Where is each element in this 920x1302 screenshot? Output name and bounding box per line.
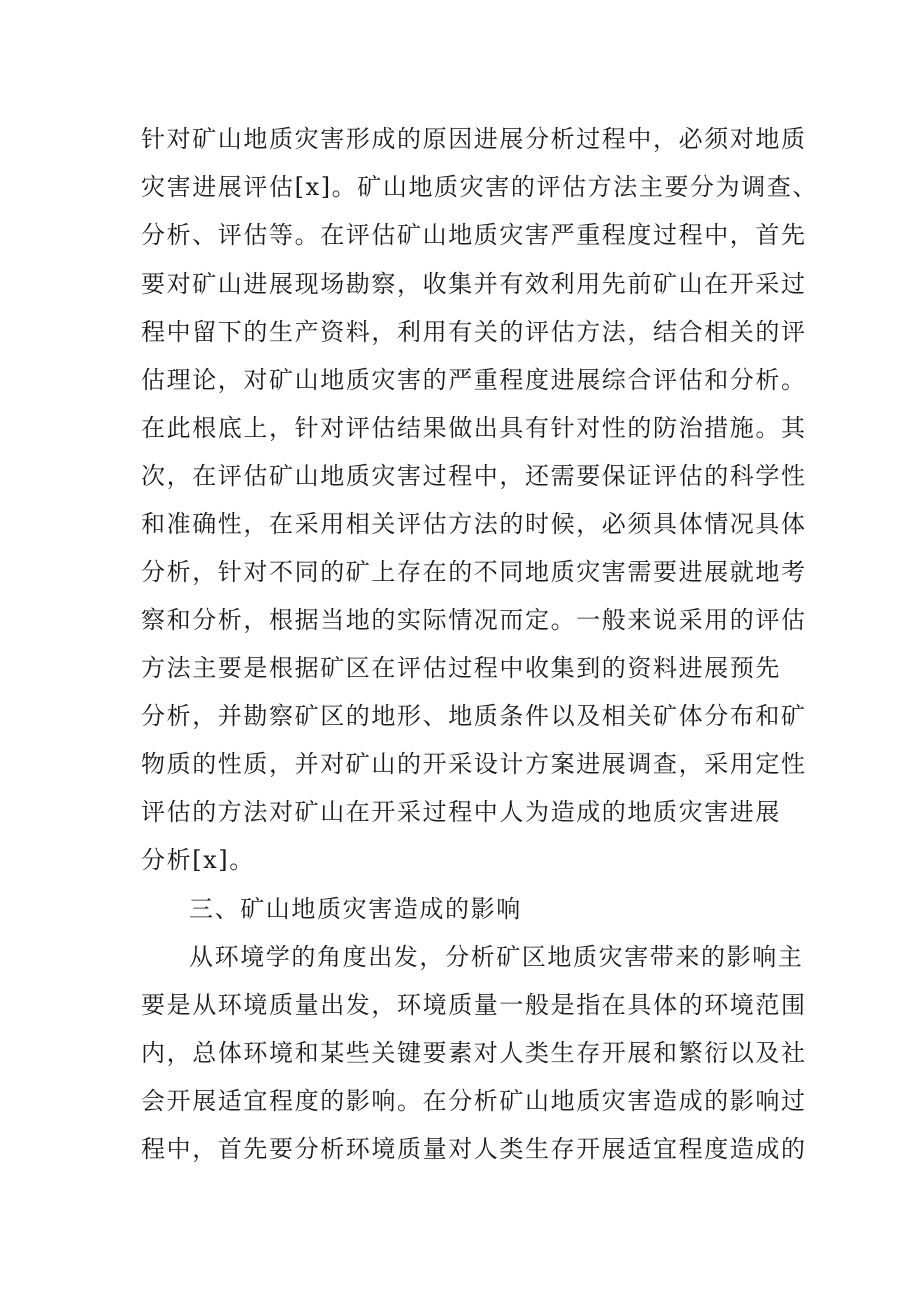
paragraph-line: 在此根底上，针对评估结果做出具有针对性的防治措施。其: [141, 414, 807, 442]
paragraph-line: 程中留下的生产资料，利用有关的评估方法，结合相关的评: [141, 318, 807, 346]
paragraph-line: 和准确性，在采用相关评估方法的时候，必须具体情况具体: [141, 510, 807, 538]
paragraph-line: 内，总体环境和某些关键要素对人类生存开展和繁衍以及社: [141, 1039, 807, 1067]
paragraph-line: 要对矿山进展现场勘察，收集并有效利用先前矿山在开采过: [141, 270, 807, 298]
paragraph-line: 次，在评估矿山地质灾害过程中，还需要保证评估的科学性: [141, 462, 807, 490]
paragraph-line: 会开展适宜程度的影响。在分析矿山地质灾害造成的影响过: [141, 1087, 807, 1115]
paragraph-line: 分析，并勘察矿区的地形、地质条件以及相关矿体分布和矿: [141, 702, 807, 730]
paragraph-line: 分析[x]。: [141, 846, 255, 874]
section-heading: 三、矿山地质灾害造成的影响: [189, 895, 522, 923]
paragraph-line: 针对矿山地质灾害形成的原因进展分析过程中，必须对地质: [141, 125, 807, 153]
paragraph-line: 方法主要是根据矿区在评估过程中收集到的资料进展预先: [141, 654, 781, 682]
paragraph-line: 分析、评估等。在评估矿山地质灾害严重程度过程中，首先: [141, 221, 807, 249]
paragraph-line: 程中，首先要分析环境质量对人类生存开展适宜程度造成的: [141, 1135, 807, 1163]
paragraph-line: 要是从环境质量出发，环境质量一般是指在具体的环境范围: [141, 991, 807, 1019]
paragraph-line: 灾害进展评估[x]。矿山地质灾害的评估方法主要分为调查、: [141, 173, 819, 201]
paragraph-line: 分析，针对不同的矿上存在的不同地质灾害需要进展就地考: [141, 558, 807, 586]
paragraph-line: 估理论，对矿山地质灾害的严重程度进展综合评估和分析。: [141, 366, 807, 394]
paragraph-line: 察和分析，根据当地的实际情况而定。一般来说采用的评估: [141, 606, 807, 634]
paragraph-line: 物质的性质，并对矿山的开采设计方案进展调查，采用定性: [141, 750, 807, 778]
paragraph-line: 评估的方法对矿山在开采过程中人为造成的地质灾害进展: [141, 798, 781, 826]
paragraph-line: 从环境学的角度出发，分析矿区地质灾害带来的影响主: [189, 943, 804, 971]
